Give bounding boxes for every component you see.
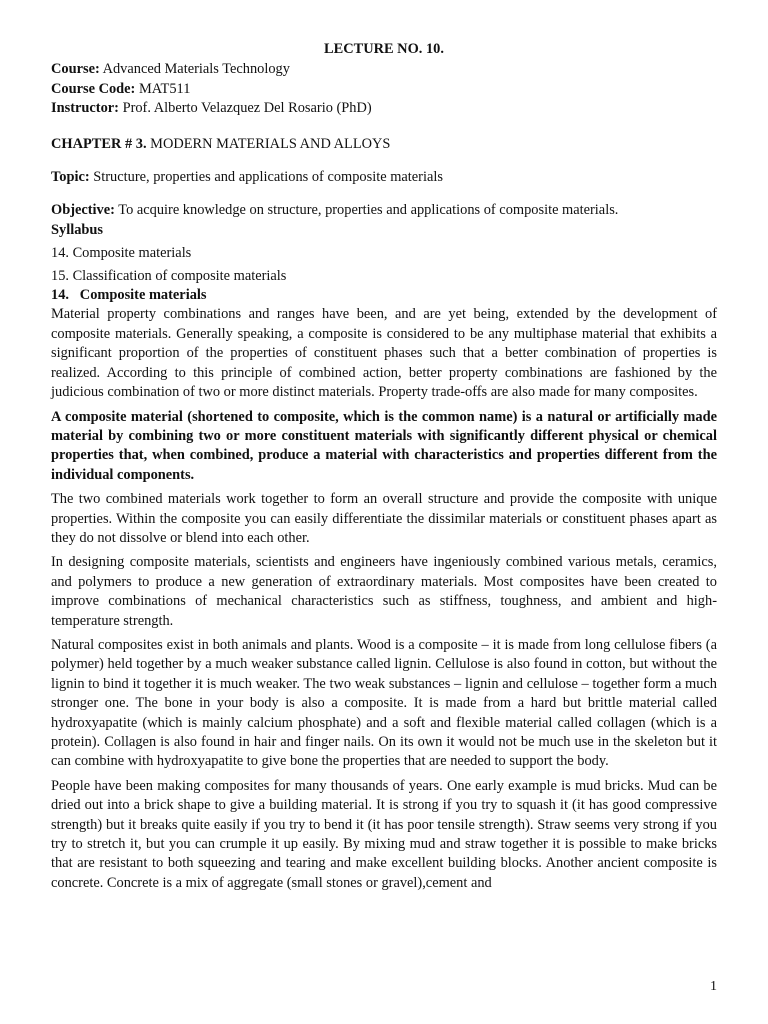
course-code-value: MAT511 [138,80,191,97]
objective-value: To acquire knowledge on structure, properties and applications of composite materials. [118,202,619,219]
course-code-line [51,80,717,99]
course-code-label: Course Code: [51,80,136,97]
page-content [51,40,717,898]
definition-paragraph: A composite material (shortened to composite, which is the common name) is a natural or artificially made material by combining two or more constituent materials with significantly different physical or chemical properties that, when combined, produce a material with characteristics and properties different from the individual components. [51,408,717,483]
section-title: Composite materials [79,287,207,304]
course-line [51,60,717,79]
syllabus-item: 15. Classification of composite materials [51,267,287,284]
chapter-label: CHAPTER # 3. [51,135,147,152]
paragraph: In designing composite materials, scientists and engineers have ingeniously combined various metals, ceramics, and polymers to produce a new generation of extraordinary materials. Most composites have been created to improve combinations of mechanical characteristics such as stiffness, toughness, and ambient and high-temperature strength. [51,554,717,629]
syllabus-item: 14. Composite materials [51,245,192,262]
course-label: Course: [51,61,100,78]
objective-line [51,201,717,220]
topic-label: Topic: [51,169,90,186]
syllabus-list [51,244,717,286]
paragraph: Natural composites exist in both animals and plants. Wood is a composite – it is made from long cellulose fibers (a polymer) held together by a much weaker substance called lignin. Cellulose is also found in cotton, but without the lignin to bind it together it is much weaker. The two weak substances – lignin and cellulose – together form a much stronger one. The bone in your body is also a composite. It is made from a hard but brittle material called hydroxyapatite (which is mainly calcium phosphate) and a soft and flexible material called collagen (which is a protein). Collagen is also found in hair and finger nails. On its own it would not be much use in the skeleton but it can combine with hydroxyapatite to give bone the properties that are needed to support the body. [51,636,717,770]
instructor-label: Instructor: [51,100,119,117]
syllabus-heading: Syllabus [51,221,103,238]
section-heading [51,286,717,305]
paragraph: Material property combinations and ranges have been, and are yet being, extended by the development of composite materials. Generally speaking, a composite is considered to be any multiphase material that exhibits a significant proportion of the properties of constituent phases such that a better combination of properties is realized. According to this principle of combined action, better property combinations are fashioned by the judicious combination of two or more distinct materials. Property trade-offs are also made for many composites. [51,306,717,401]
paragraph: People have been making composites for many thousands of years. One early example is mud bricks. Mud can be dried out into a brick shape to give a building material. It is strong if you try to squash it (it has good compressive strength) but it breaks quite easily if you try to bend it (it has poor tensile strength). Straw seems very strong if you try to stretch it, but you can crumple it up easily. By mixing mud and straw together it is possible to make bricks that are resistant to both squeezing and tearing and make excellent building blocks. Another ancient composite is concrete. Concrete is a mix of aggregate (small stones or gravel),cement and [51,777,717,891]
page-number: 1 [710,979,717,994]
chapter-value: MODERN MATERIALS AND ALLOYS [150,135,391,152]
lecture-title: LECTURE NO. 10. [324,41,444,57]
chapter-line [51,135,717,154]
section-number: 14. [51,287,69,304]
course-value: Advanced Materials Technology [102,61,290,78]
instructor-value: Prof. Alberto Velazquez Del Rosario (PhD) [122,100,372,117]
objective-label: Objective: [51,202,115,219]
paragraph: The two combined materials work together to form an overall structure and provide the composite with unique properties. Within the composite you can easily differentiate the dissimilar materials or constituent phases apart as they do not dissolve or blend into each other. [51,491,717,546]
topic-value: Structure, properties and applications of composite materials [93,169,443,186]
instructor-line [51,99,717,118]
topic-line [51,168,717,187]
